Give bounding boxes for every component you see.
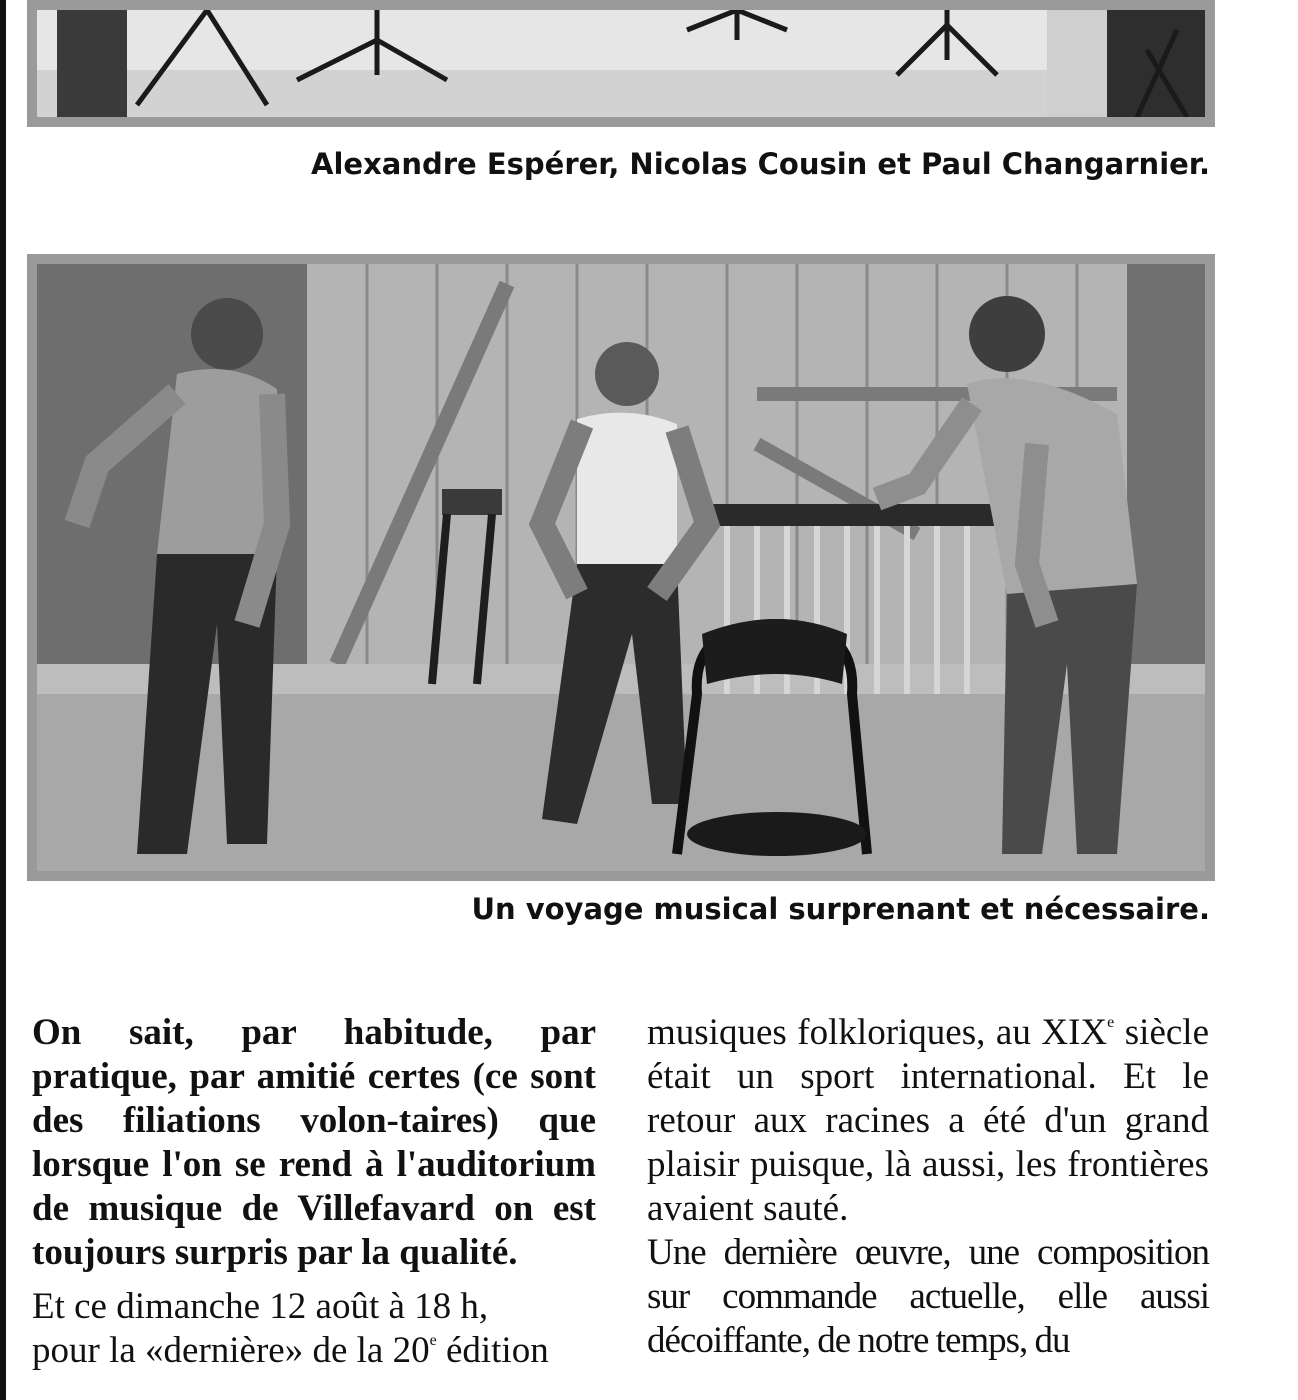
para-text: musiques folkloriques, au XIX — [647, 1012, 1108, 1053]
article-paragraph: Une dernière œuvre, une composition sur commande actuelle, elle aussi décoiffante, de notre temps, du — [647, 1232, 1209, 1361]
performers-illustration — [37, 264, 1205, 871]
superscript: e — [1107, 1014, 1115, 1031]
left-column-rule — [0, 0, 6, 1400]
article-paragraph — [32, 1285, 596, 1329]
article-paragraph-cut — [32, 1329, 596, 1373]
article-column-right — [647, 1011, 1209, 1363]
photo-rehearsal-image — [37, 10, 1205, 117]
para-text: siècle était un sport international. Et le retour aux racines a été d'un grand plaisir puisque, là aussi, les frontières avaient sauté. — [647, 1012, 1209, 1229]
article-column-left — [32, 1011, 596, 1373]
para-text: édition — [436, 1330, 549, 1371]
superscript: e — [429, 1332, 437, 1349]
para-text: Et ce dimanche 12 août à 18 h, — [32, 1286, 489, 1327]
para-text: pour la «dernière» de la 20 — [32, 1330, 430, 1371]
stage-illustration — [37, 10, 1205, 117]
photo-three-performers — [27, 254, 1215, 881]
article-lead: On sait, par habitude, par pratique, par amitié certes (ce sont des filiations volon-taires) que lorsque l'on se rend à l'auditorium de musique de Villefavard on est toujours surpris par la qualité. — [32, 1012, 596, 1273]
photo-performers-image — [37, 264, 1205, 871]
article-paragraph — [647, 1011, 1209, 1231]
photo1-caption: Alexandre Espérer, Nicolas Cousin et Paul Changarnier. — [311, 147, 1210, 181]
photo2-caption: Un voyage musical surprenant et nécessaire. — [471, 892, 1210, 926]
photo-rehearsal-stage — [27, 0, 1215, 127]
